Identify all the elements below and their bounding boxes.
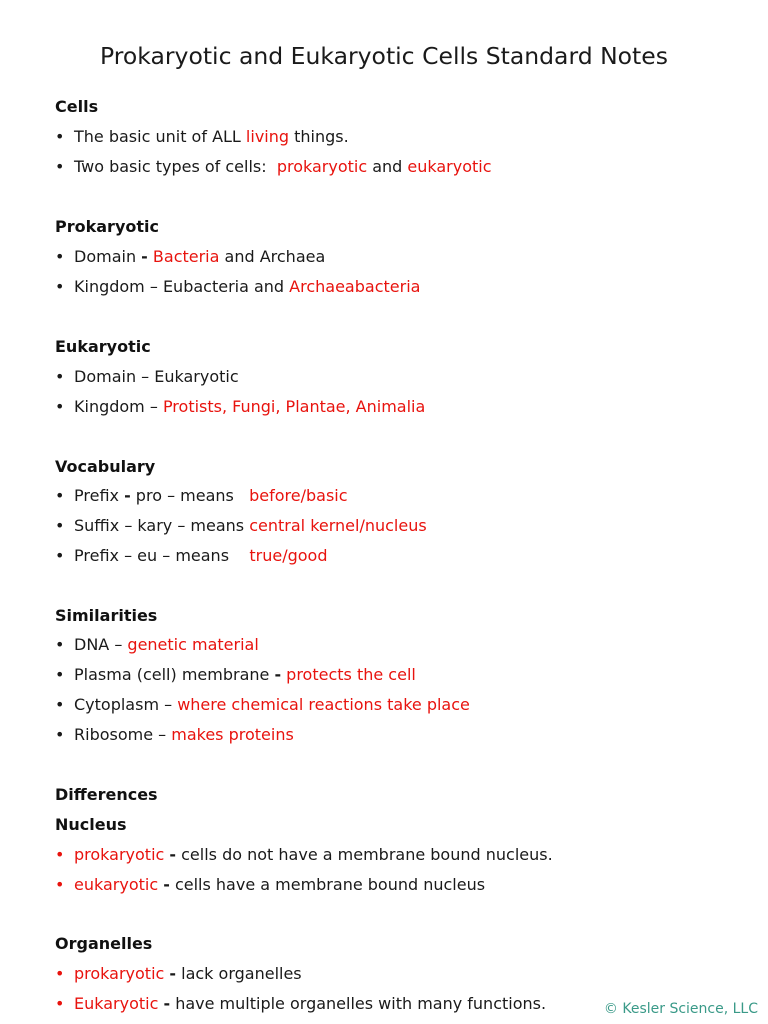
list-item: • eukaryotic - cells have a membrane bound nucleus <box>55 875 486 894</box>
bullet-dot: • <box>55 277 65 296</box>
list-item: • Kingdom – Protists, Fungi, Plantae, Animalia <box>55 397 426 416</box>
list-item: • Domain - Bacteria and Archaea <box>55 247 326 266</box>
heading-organelles: Organelles <box>55 934 153 953</box>
list-item: • Ribosome – makes proteins <box>55 725 294 744</box>
bullet-dot: • <box>55 695 65 714</box>
bullet-dot: • <box>55 486 65 505</box>
heading-similarities: Similarities <box>55 606 158 625</box>
list-item: • prokaryotic - lack organelles <box>55 964 302 983</box>
list-item: • Plasma (cell) membrane - protects the cell <box>55 665 416 684</box>
heading-differences: Differences <box>55 785 158 804</box>
list-item: • prokaryotic - cells do not have a membrane bound nucleus. <box>55 845 553 864</box>
list-item: • Eukaryotic - have multiple organelles with many functions. <box>55 994 547 1013</box>
bullet-dot: • <box>55 875 65 894</box>
list-item: • DNA – genetic material <box>55 635 259 654</box>
bullet-dot: • <box>55 516 65 535</box>
list-item: • Prefix - pro – means before/basic <box>55 486 348 505</box>
bullet-dot: • <box>55 367 65 386</box>
bullet-dot: • <box>55 994 65 1013</box>
list-item: • Kingdom – Eubacteria and Archaeabacteria <box>55 277 421 296</box>
heading-vocabulary: Vocabulary <box>55 457 156 476</box>
bullet-dot: • <box>55 635 65 654</box>
list-item: • Suffix – kary – means central kernel/nucleus <box>55 516 427 535</box>
heading-eukaryotic: Eukaryotic <box>55 337 151 356</box>
heading-prokaryotic: Prokaryotic <box>55 217 159 236</box>
bullet-dot: • <box>55 725 65 744</box>
bullet-dot: • <box>55 845 65 864</box>
bullet-dot: • <box>55 964 65 983</box>
list-item: • The basic unit of ALL living things. <box>55 127 349 146</box>
bullet-dot: • <box>55 665 65 684</box>
bullet-dot: • <box>55 127 65 146</box>
bullet-dot: • <box>55 157 65 176</box>
list-item: • Two basic types of cells: prokaryotic and eukaryotic <box>55 157 492 176</box>
list-item: • Cytoplasm – where chemical reactions take place <box>55 695 470 714</box>
bullet-dot: • <box>55 247 65 266</box>
list-item: • Prefix – eu – means true/good <box>55 546 328 565</box>
bullet-dot: • <box>55 546 65 565</box>
heading-nucleus: Nucleus <box>55 815 127 834</box>
bullet-dot: • <box>55 397 65 416</box>
page-title: Prokaryotic and Eukaryotic Cells Standard Notes <box>100 42 668 70</box>
list-item: • Domain – Eukaryotic <box>55 367 239 386</box>
copyright-footer: © Kesler Science, LLC <box>603 1001 758 1017</box>
heading-cells: Cells <box>55 97 99 116</box>
